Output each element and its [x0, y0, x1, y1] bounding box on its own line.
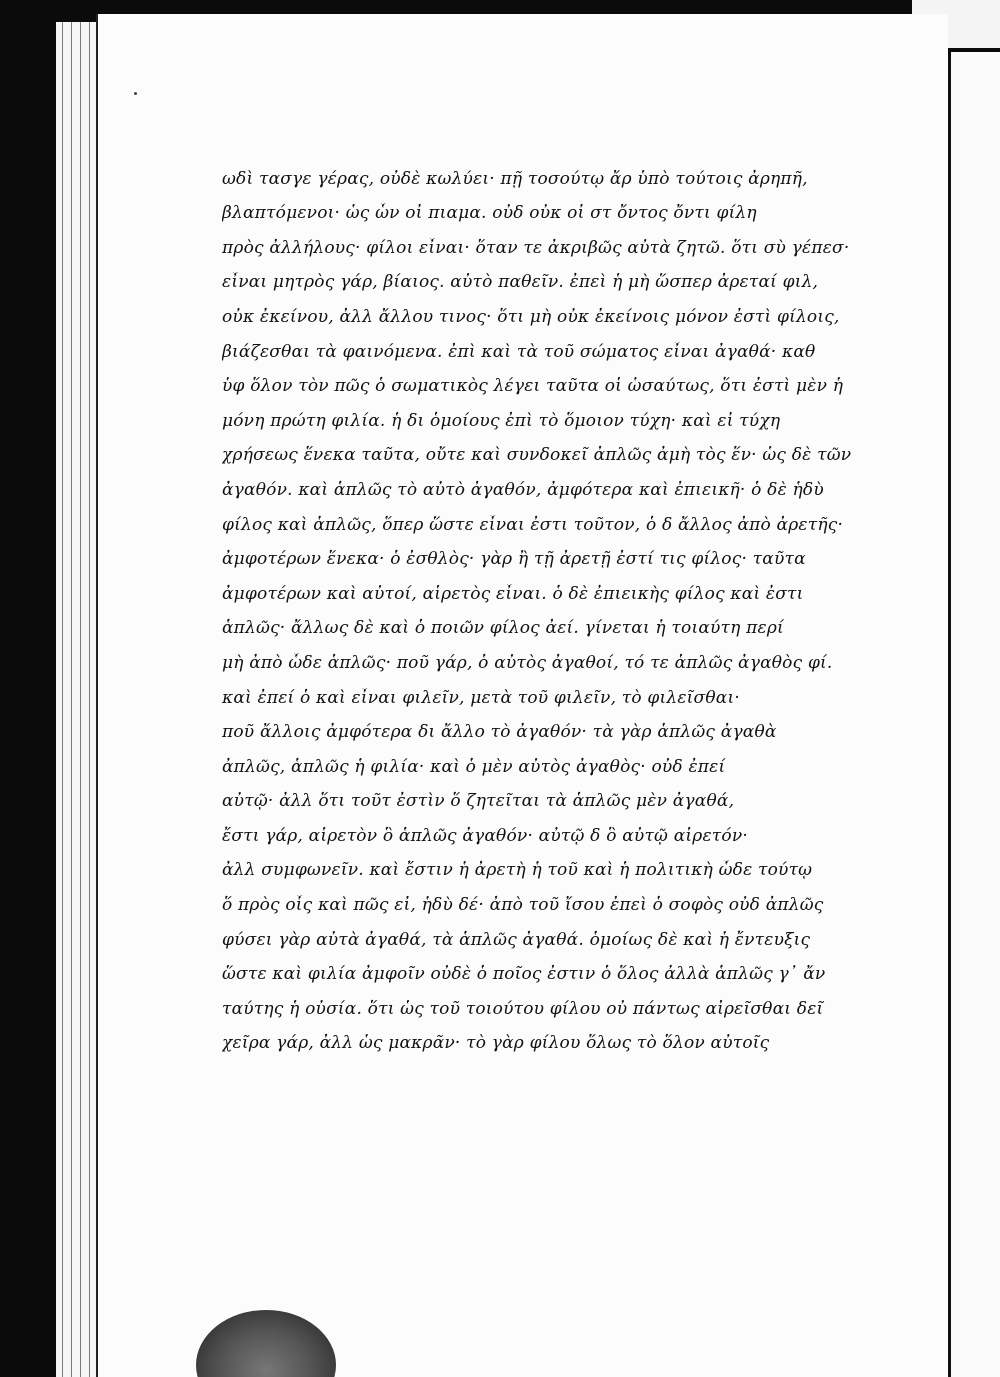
line-text: ὑφ ὅλον τὸν πῶς ὁ σωματικὸς λέγει ταῦτα οἱ ὡσαύτως, ὅτι ἐστὶ μὲν ἡ	[222, 376, 844, 397]
text-line	[222, 954, 884, 989]
text-line	[222, 642, 884, 677]
text-line	[222, 573, 884, 608]
text-line	[222, 158, 884, 193]
line-text: ἔστι γάρ, αἱρετὸν ὃ ἁπλῶς ἀγαθόν· αὐτῷ δ ὃ αὐτῷ αἱρετόν·	[222, 825, 748, 846]
text-line	[222, 262, 884, 297]
line-text: ἀπλῶς, ἁπλῶς ἡ φιλία· καὶ ὁ μὲν αὐτὸς ἀγαθὸς· οὐδ ἐπεί	[222, 756, 726, 777]
text-line	[222, 608, 884, 643]
text-line	[222, 331, 884, 366]
line-text: βιάζεσθαι τὰ φαινόμενα. ἐπὶ καὶ τὰ τοῦ σώματος εἶναι ἀγαθά· καθ	[222, 341, 816, 362]
text-line	[222, 296, 884, 331]
line-text: ωδὶ τασγε γέρας, οὐδὲ κωλύει· πῇ τοσούτῳ ἄρ ὑπὸ τούτοις ἀρηπῆ,	[222, 168, 808, 189]
line-text: ἁπλῶς· ἄλλως δὲ καὶ ὁ ποιῶν φίλος ἀεί. γίνεται ἡ τοιαύτη περί	[222, 618, 784, 639]
text-line	[222, 919, 884, 954]
line-text: ἀμφοτέρων ἕνεκα· ὁ ἐσθλὸς· γὰρ ἢ τῇ ἀρετῇ ἐστί τις φίλος· ταῦτα	[222, 549, 806, 570]
line-text: πρὸς ἀλλήλους· φίλοι εἶναι· ὅταν τε ἀκριβῶς αὐτὰ ζητῶ. ὅτι σὺ γέπεσ·	[222, 237, 850, 258]
text-line	[222, 677, 884, 712]
line-text: ποῦ ἄλλοις ἀμφότερα δι ἄλλο τὸ ἀγαθόν· τὰ γὰρ ἁπλῶς ἀγαθὰ	[222, 722, 777, 743]
text-line	[222, 227, 884, 262]
line-text: ὥστε καὶ φιλία ἀμφοῖν οὐδὲ ὁ ποῖος ἐστιν ὁ ὅλος ἀλλὰ ἁπλῶς γ᾽ ἄν	[222, 964, 826, 985]
facing-page-edge	[948, 52, 1000, 1377]
line-text: φύσει γὰρ αὐτὰ ἀγαθά, τὰ ἁπλῶς ἀγαθά. ὁμοίως δὲ καὶ ἡ ἔντευξις	[222, 929, 811, 950]
line-text: χεῖρα γάρ, ἀλλ ὡς μακρᾶν· τὸ γὰρ φίλου ὅλως τὸ ὅλον αὐτοῖς	[222, 1033, 770, 1054]
line-text: χρήσεως ἕνεκα ταῦτα, οὔτε καὶ συνδοκεῖ ἀπλῶς ἀμὴ τὸς ἕν· ὡς δὲ τῶν	[222, 445, 852, 466]
text-line	[222, 850, 884, 885]
text-line	[222, 884, 884, 919]
text-line	[222, 539, 884, 574]
line-text: ἀγαθόν. καὶ ἁπλῶς τὸ αὐτὸ ἀγαθόν, ἀμφότερα καὶ ἐπιεικῆ· ὁ δὲ ἡδὺ	[222, 479, 824, 500]
line-text: ἀμφοτέρων καὶ αὐτοί, αἱρετὸς εἶναι. ὁ δὲ ἐπιεικὴς φίλος καὶ ἐστι	[222, 583, 804, 604]
text-line	[222, 469, 884, 504]
line-text: μόνη πρώτη φιλία. ἡ δι ὁμοίους ἐπὶ τὸ ὅμοιον τύχη· καὶ εἰ τύχη	[222, 410, 781, 431]
text-line	[222, 435, 884, 470]
text-line	[222, 366, 884, 401]
line-text: ταύτης ἡ οὐσία. ὅτι ὡς τοῦ τοιούτου φίλου οὐ πάντως αἰρεῖσθαι δεῖ	[222, 998, 824, 1019]
line-text: ἀλλ συμφωνεῖν. καὶ ἔστιν ἡ ἀρετὴ ἡ τοῦ καὶ ἡ πολιτικὴ ὧδε τούτῳ	[222, 860, 813, 881]
line-text: καὶ ἐπεί ὁ καὶ εἶναι φιλεῖν, μετὰ τοῦ φιλεῖν, τὸ φιλεῖσθαι·	[222, 687, 740, 708]
text-line	[222, 988, 884, 1023]
text-line	[222, 400, 884, 435]
line-text: εἶναι μητρὸς γάρ, βίαιος. αὐτὸ παθεῖν. ἐπεὶ ἡ μὴ ὥσπερ ἀρεταί φιλ,	[222, 272, 819, 293]
text-line	[222, 504, 884, 539]
line-text: ὅ πρὸς οἷς καὶ πῶς εἰ, ἡδὺ δέ· ἀπὸ τοῦ ἴσου ἐπεὶ ὁ σοφὸς οὐδ ἀπλῶς	[222, 895, 824, 916]
text-line	[222, 712, 884, 747]
line-text: οὐκ ἐκείνου, ἀλλ ἄλλου τινος· ὅτι μὴ οὐκ ἐκείνοις μόνον ἐστὶ φίλοις,	[222, 306, 840, 327]
ink-spot	[134, 92, 137, 95]
handwritten-text-block	[222, 158, 884, 1057]
line-text: μὴ ἀπὸ ὧδε ἁπλῶς· ποῦ γάρ, ὁ αὐτὸς ἀγαθοί, τό τε ἁπλῶς ἀγαθὸς φί.	[222, 652, 833, 673]
line-text: αὐτῷ· ἀλλ ὅτι τοῦτ ἐστὶν ὅ ζητεῖται τὰ ἁπλῶς μὲν ἀγαθά,	[222, 791, 735, 812]
text-line	[222, 1023, 884, 1058]
text-line	[222, 815, 884, 850]
text-line	[222, 746, 884, 781]
line-text: βλαπτόμενοι· ὡς ὧν οἰ πιαμα. οὐδ οὐκ οἰ στ ὄντος ὄντι φίλη	[222, 203, 757, 224]
text-line	[222, 193, 884, 228]
text-line	[222, 781, 884, 816]
line-text: φίλος καὶ ἁπλῶς, ὅπερ ὥστε εἶναι ἐστι τοῦτον, ὁ δ ἄλλος ἀπὸ ἀρετῆς·	[222, 514, 844, 535]
